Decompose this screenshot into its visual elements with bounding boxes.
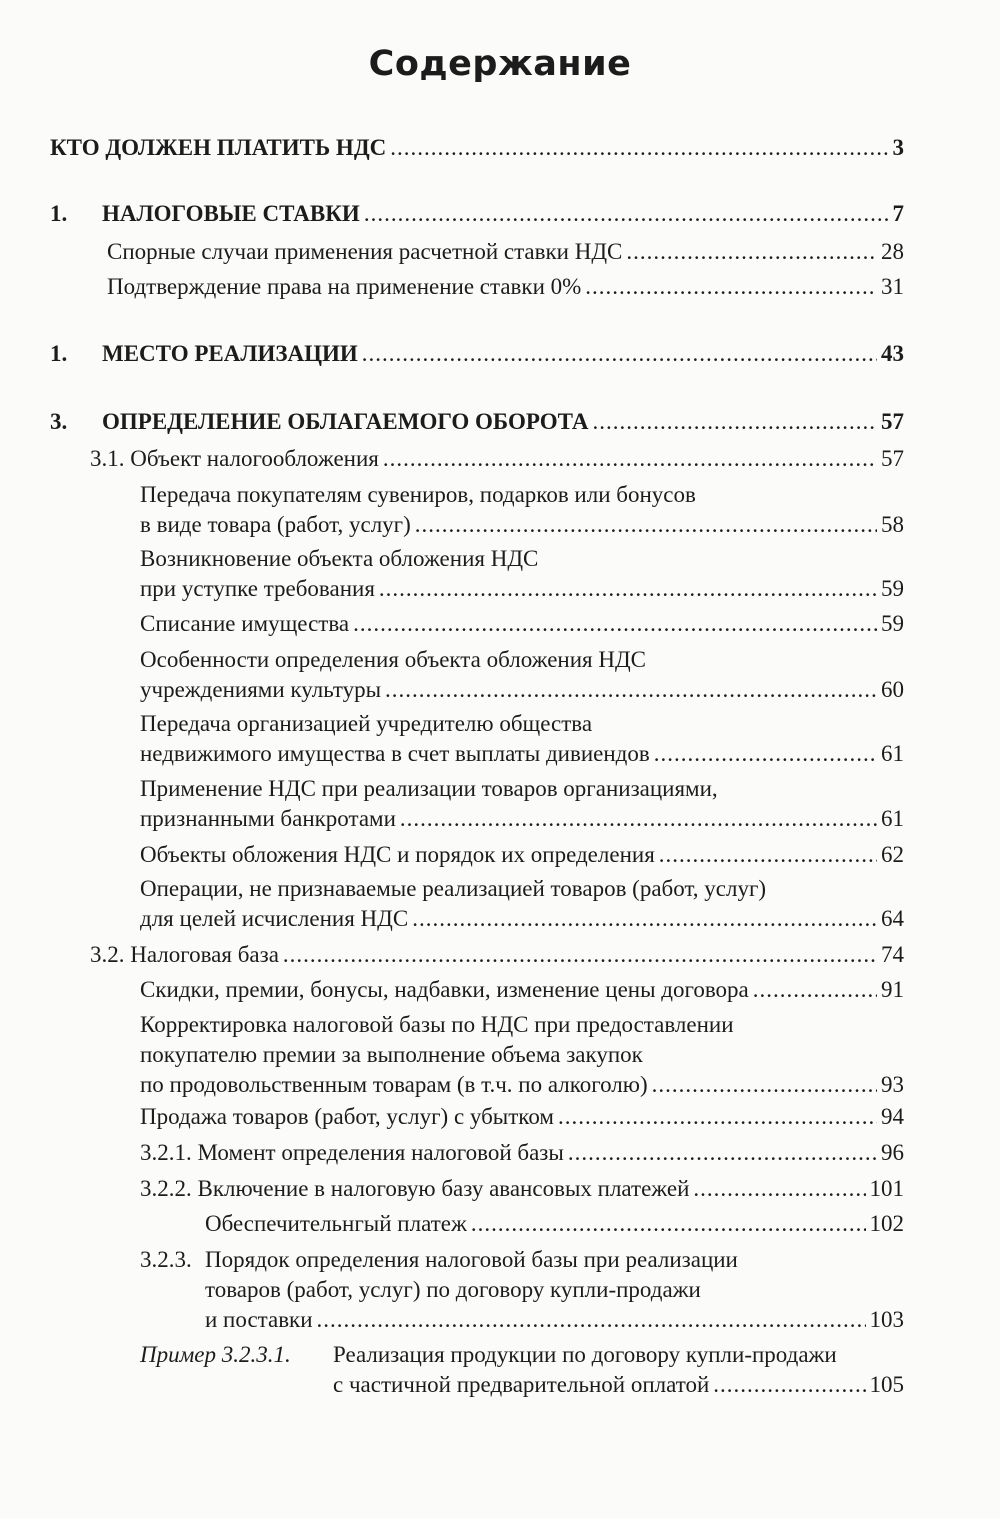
chapter-number: 3. [50,409,68,434]
page-number: 60 [881,677,904,702]
toc-entry[interactable] [140,874,904,934]
page-number: 28 [881,239,904,264]
page-number: 62 [881,842,904,867]
toc-entry[interactable] [107,272,904,302]
entry-title: Продажа товаров (работ, услуг) с убытком [140,1104,554,1129]
entry-title: 3.2.1. Момент определения налоговой базы [140,1140,564,1165]
page-number: 59 [881,611,904,636]
entry-title: с частичной предварительной оплатой [333,1372,710,1397]
entry-title: 3.2. Налоговая база [90,942,279,967]
page-number: 57 [881,446,904,471]
toc-entry[interactable] [140,1245,904,1335]
page-number: 31 [881,274,904,299]
page-number: 61 [881,806,904,831]
page-number: 61 [881,741,904,766]
section-number: 3.2.3. [140,1247,192,1272]
page-number: 103 [869,1307,904,1332]
toc-entry[interactable] [140,645,904,705]
page-number: 105 [869,1372,904,1397]
entry-title-line: Корректировка налоговой базы по НДС при предоставлении [140,1012,734,1037]
entry-title-line: Возникновение объекта обложения НДС [140,546,539,571]
entry-title: и поставки [205,1307,313,1332]
page-number: 101 [869,1176,904,1201]
toc-entry[interactable] [140,1010,904,1100]
page-number: 3 [892,135,904,160]
entry-title-line: Операции, не признаваемые реализацией товаров (работ, услуг) [140,876,767,901]
page-number: 74 [881,942,904,967]
entry-title-line: Реализация продукции по договору купли-продажи [333,1342,837,1367]
toc-entry[interactable] [140,480,904,540]
toc-entry[interactable] [140,544,904,604]
entry-title-line: Передача покупателям сувениров, подарков или бонусов [140,482,696,507]
toc-entry[interactable] [140,975,904,1005]
entry-title: Объекты обложения НДС и порядок их определения [140,842,655,867]
page-number: 58 [881,512,904,537]
entry-title: КТО ДОЛЖЕН ПЛАТИТЬ НДС [50,135,387,160]
toc-entry[interactable] [140,1174,904,1204]
toc-entry[interactable] [140,1102,904,1132]
toc-entry[interactable] [90,444,904,474]
page-number: 94 [881,1104,904,1129]
entry-title: ОПРЕДЕЛЕНИЕ ОБЛАГАЕМОГО ОБОРОТА [102,409,589,434]
page-number: 93 [881,1072,904,1097]
page-number: 59 [881,576,904,601]
toc-entry[interactable] [140,1340,904,1400]
page-number: 64 [881,906,904,931]
toc-entry[interactable] [50,199,904,229]
toc-entry[interactable] [140,1138,904,1168]
toc-entry[interactable] [140,774,904,834]
page-number: 43 [881,341,904,366]
toc-entry[interactable] [50,407,904,437]
entry-title: Обеспечительнгый платеж [205,1211,467,1236]
page-number: 57 [881,409,904,434]
toc-entry[interactable] [50,339,904,369]
entry-title-line: Применение НДС при реализации товаров организациями, [140,776,718,801]
entry-title: недвижимого имущества в счет выплаты дивиендов [140,741,650,766]
entry-title-line: Особенности определения объекта обложения НДС [140,647,646,672]
page-number: 7 [892,201,904,226]
page-title: Содержание [368,44,632,84]
entry-title: Спорные случаи применения расчетной ставки НДС [107,239,623,264]
entry-title: признанными банкротами [140,806,396,831]
entry-title: для целей исчисления НДС [140,906,409,931]
entry-title: Подтверждение права на применение ставки 0% [107,274,582,299]
toc-entry[interactable] [140,709,904,769]
toc-entry[interactable] [140,840,904,870]
entry-title: по продовольственным товарам (в т.ч. по алкоголю) [140,1072,648,1097]
entry-title: 3.2.2. Включение в налоговую базу авансовых платежей [140,1176,690,1201]
entry-title: Списание имущества [140,611,350,636]
entry-title-line: Порядок определения налоговой базы при реализации [205,1247,738,1272]
toc-entry[interactable] [140,609,904,639]
toc-entry[interactable] [107,237,904,267]
entry-title: НАЛОГОВЫЕ СТАВКИ [102,201,360,226]
page-number: 102 [869,1211,904,1236]
entry-title: МЕСТО РЕАЛИЗАЦИИ [102,341,358,366]
entry-title-line: товаров (работ, услуг) по договору купли-продажи [205,1277,701,1302]
example-label: Пример 3.2.3.1. [140,1342,291,1367]
toc-entry[interactable] [205,1209,904,1239]
entry-title: в виде товара (работ, услуг) [140,512,411,537]
entry-title: при уступке требования [140,576,375,601]
chapter-number: 1. [50,201,68,226]
page-number: 96 [881,1140,904,1165]
toc-entry[interactable] [50,133,904,163]
toc-entry[interactable] [90,940,904,970]
entry-title-line: покупателю премии за выполнение объема закупок [140,1042,643,1067]
chapter-number: 1. [50,341,68,366]
entry-title: учреждениями культуры [140,677,382,702]
page-number: 91 [881,977,904,1002]
entry-title-line: Передача организацией учредителю общества [140,711,593,736]
entry-title: Скидки, премии, бонусы, надбавки, изменение цены договора [140,977,749,1002]
entry-title: 3.1. Объект налогообложения [90,446,379,471]
